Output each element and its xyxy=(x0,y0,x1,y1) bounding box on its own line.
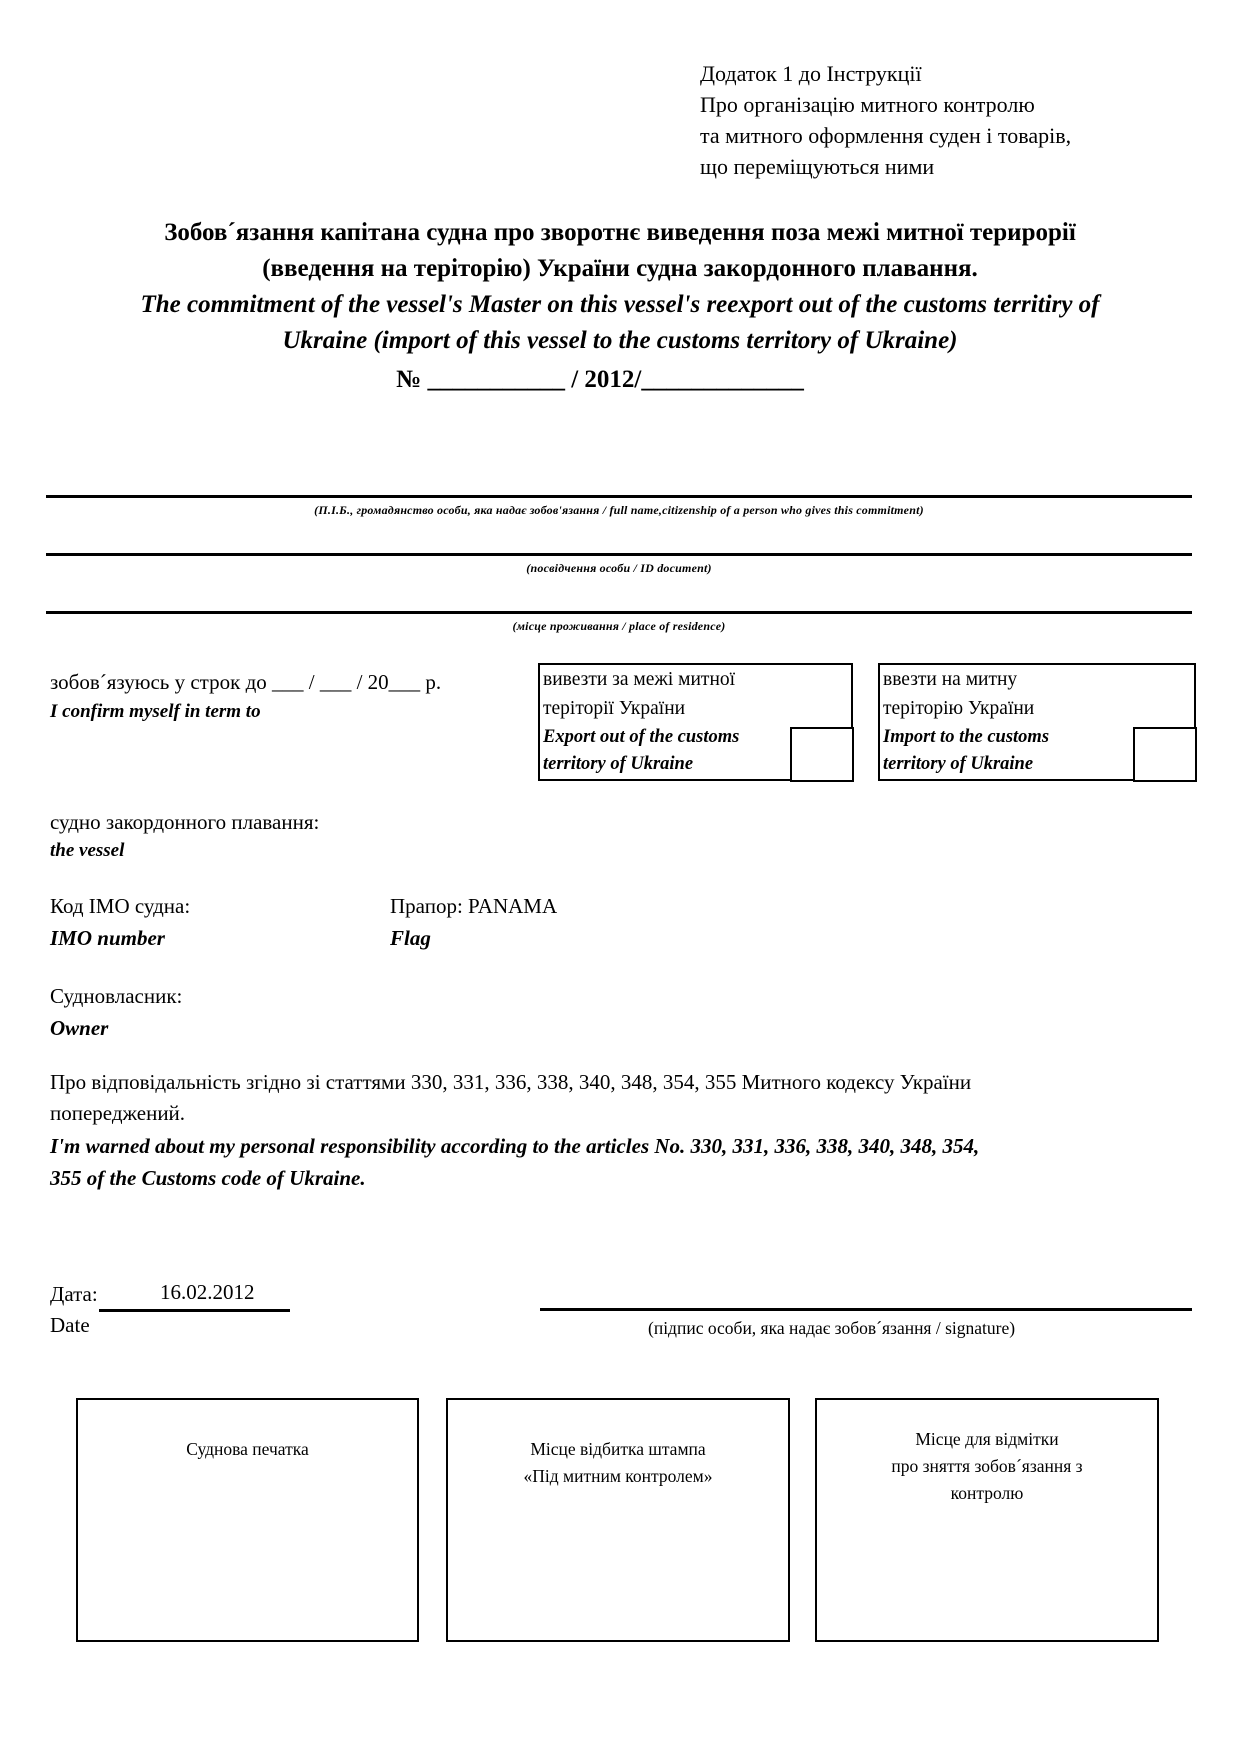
warning-ua-line-1: Про відповідальність згідно зі статтями 330, 331, 336, 338, 340, 348, 354, 355 Митного кодексу України xyxy=(50,1070,972,1094)
appendix-line: та митного оформлення суден і товарів, xyxy=(700,123,1072,148)
title-ua-line-2: (введення на теріторію) України судна закордонного плавання. xyxy=(262,255,978,282)
option-export xyxy=(538,663,853,781)
date-label-en: Date xyxy=(50,1313,90,1337)
residence-line xyxy=(46,611,1192,614)
option-import-ua-1: ввезти на митну xyxy=(883,669,1018,690)
release-mark-label-2: про зняття зобов´язання з xyxy=(891,1456,1083,1476)
full-name-caption: (П.І.Б., громадянство особи, яка надає зобов'язання / full name,citizenship of a person who gives this commitment) xyxy=(314,503,924,517)
warning-ua-line-2: попереджений. xyxy=(50,1101,186,1125)
option-export-ua-2: теріторії України xyxy=(543,698,686,719)
flag-label-en: Flag xyxy=(390,926,431,950)
appendix-line: Додаток 1 до Інструкції xyxy=(700,61,922,86)
imo-label-en: IMO number xyxy=(50,926,165,950)
owner-label-en: Owner xyxy=(50,1016,109,1040)
title-ua-line-1: Зобов´язання капітана судна про зворотнє виведення поза межі митної терирорії xyxy=(164,219,1076,246)
option-import-en-2: territory of Ukraine xyxy=(883,754,1034,774)
release-mark-label-1: Місце для відмітки xyxy=(915,1429,1059,1449)
ship-seal-box xyxy=(76,1398,419,1642)
date-value[interactable]: 16.02.2012 xyxy=(160,1280,255,1304)
signature-line[interactable] xyxy=(540,1308,1192,1311)
full-name-line xyxy=(46,495,1192,498)
option-export-ua-1: вивезти за межі митної xyxy=(543,669,736,690)
option-import-en-1: Import to the customs xyxy=(883,727,1050,747)
title-en-line-1: The commitment of the vessel's Master on this vessel's reexport out of the customs territiry of xyxy=(140,291,1100,318)
warning-en-line-1: I'm warned about my personal responsibility according to the articles No. 330, 331, 336, 338, 340, 348, 354, xyxy=(50,1134,980,1158)
full-name-field[interactable] xyxy=(46,468,1192,492)
term-label-en: I confirm myself in term to xyxy=(50,701,261,722)
release-mark-label-3: контролю xyxy=(950,1483,1024,1503)
flag-value[interactable]: PANAMA xyxy=(468,894,558,918)
customs-stamp-box xyxy=(446,1398,790,1642)
customs-stamp-label-1: Місце відбитка штампа xyxy=(530,1439,706,1459)
id-document-field[interactable] xyxy=(46,526,1192,550)
id-document-caption: (посвідчення особи / ID document) xyxy=(526,561,712,575)
date-underline xyxy=(99,1309,290,1312)
term-label-ua: зобов´язуюсь у строк до ___ / ___ / 20___ р. xyxy=(50,670,442,694)
option-import-ua-2: теріторію України xyxy=(883,698,1035,719)
option-export-en-2: territory of Ukraine xyxy=(543,754,694,774)
appendix-note xyxy=(700,58,1071,182)
date-label-ua: Дата: xyxy=(50,1282,98,1306)
document-number: № ___________ / 2012/_____________ xyxy=(396,366,804,393)
appendix-line: що переміщуються ними xyxy=(700,154,935,179)
residence-caption: (місце проживання / place of residence) xyxy=(512,619,726,633)
owner-label-ua: Судновласник: xyxy=(50,984,183,1008)
flag-label-ua: Прапор: xyxy=(390,894,463,918)
signature-caption: (підпис особи, яка надає зобов´язання / signature) xyxy=(648,1318,1016,1338)
vessel-label-ua: судно закордонного плавання: xyxy=(50,810,320,834)
customs-stamp-label-2: «Під митним контролем» xyxy=(523,1466,713,1486)
import-checkbox[interactable] xyxy=(1133,727,1197,782)
vessel-label-en: the vessel xyxy=(50,840,125,861)
appendix-line: Про організацію митного контролю xyxy=(700,92,1035,117)
ship-seal-label: Суднова печатка xyxy=(186,1439,309,1459)
imo-label-ua: Код IMO судна: xyxy=(50,894,191,918)
id-document-line xyxy=(46,553,1192,556)
residence-field[interactable] xyxy=(46,584,1192,608)
title-en-line-2: Ukraine (import of this vessel to the customs territory of Ukraine) xyxy=(282,327,958,354)
warning-en-line-2: 355 of the Customs code of Ukraine. xyxy=(50,1166,366,1190)
export-checkbox[interactable] xyxy=(790,727,854,782)
flag-field xyxy=(390,894,557,919)
option-import xyxy=(878,663,1196,781)
option-export-en-1: Export out of the customs xyxy=(543,727,740,747)
release-mark-box xyxy=(815,1398,1159,1642)
